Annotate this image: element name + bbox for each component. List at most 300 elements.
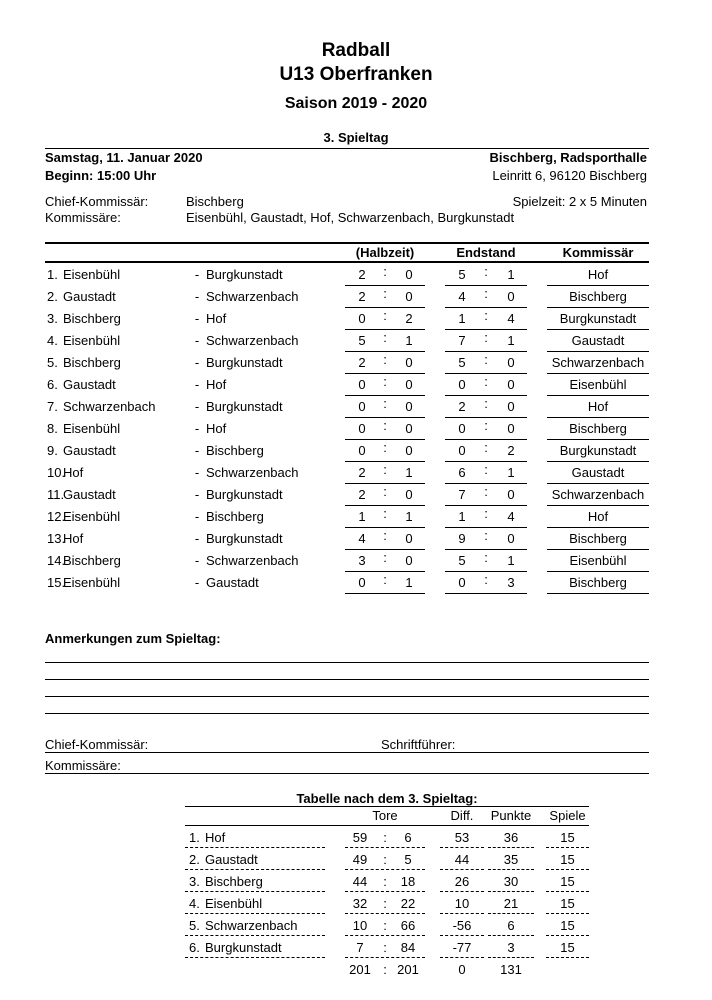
standing-goals-against: 18	[400, 874, 416, 889]
matchday-title: 3. Spieltag	[323, 130, 389, 145]
away-team: Schwarzenbach	[206, 333, 299, 348]
signature-line	[45, 773, 649, 774]
standing-games: 15	[560, 896, 575, 911]
final-colon: :	[484, 506, 488, 521]
halftime-away: 0	[405, 267, 413, 282]
home-team: Hof	[63, 465, 84, 480]
final-colon: :	[484, 550, 488, 565]
vs-separator: -	[194, 553, 200, 568]
vs-separator: -	[194, 311, 200, 326]
standing-goals-for: 49	[352, 852, 368, 867]
final-home: 0	[458, 443, 466, 458]
halftime-away: 0	[405, 421, 413, 436]
league-title: U13 Oberfranken	[279, 64, 433, 85]
away-team: Burgkunstadt	[206, 355, 283, 370]
standing-underline	[345, 935, 425, 936]
chief-commissioner-label: Chief-Kommissär:	[45, 194, 149, 209]
standing-goals-for: 10	[352, 918, 368, 933]
event-date: Samstag, 11. Januar 2020	[45, 150, 203, 165]
home-team: Gaustadt	[63, 289, 116, 304]
final-colon: :	[484, 374, 488, 389]
standing-underline	[488, 891, 534, 892]
away-team: Hof	[206, 311, 227, 326]
home-team: Eisenbühl	[63, 267, 121, 282]
final-away: 0	[507, 355, 515, 370]
final-colon: :	[484, 352, 488, 367]
standing-underline	[345, 913, 425, 914]
standing-underline	[546, 913, 589, 914]
standing-underline	[546, 935, 589, 936]
standing-rank: 3.	[189, 874, 200, 889]
final-colon: :	[484, 396, 488, 411]
standing-underline	[345, 891, 425, 892]
game-number: 10.	[47, 465, 66, 480]
halftime-home: 0	[358, 399, 366, 414]
vs-separator: -	[194, 333, 200, 348]
final-colon: :	[484, 484, 488, 499]
row-underline	[547, 285, 649, 286]
standing-underline	[488, 869, 534, 870]
remarks-line	[45, 679, 649, 680]
vs-separator: -	[194, 465, 200, 480]
final-home: 5	[458, 355, 466, 370]
game-number: 5.	[47, 355, 58, 370]
vs-separator: -	[194, 421, 200, 436]
vs-separator: -	[194, 399, 200, 414]
halftime-away: 0	[405, 355, 413, 370]
standing-underline	[488, 957, 534, 958]
final-home: 2	[458, 399, 466, 414]
standing-goals-against: 6	[404, 830, 412, 845]
standing-diff: 10	[454, 896, 470, 911]
standing-underline	[345, 869, 425, 870]
away-team: Schwarzenbach	[206, 465, 299, 480]
home-team: Bischberg	[63, 311, 121, 326]
game-number: 13.	[47, 531, 66, 546]
row-underline	[547, 527, 649, 528]
home-team: Hof	[63, 531, 84, 546]
event-venue: Bischberg, Radsporthalle	[489, 150, 647, 165]
away-team: Hof	[206, 421, 227, 436]
standing-underline	[185, 957, 325, 958]
game-number: 12.	[47, 509, 66, 524]
final-away: 3	[507, 575, 515, 590]
halftime-colon: :	[383, 264, 387, 279]
standing-diff: 44	[454, 852, 470, 867]
final-away: 0	[507, 531, 515, 546]
game-number: 3.	[47, 311, 58, 326]
commissioner: Gaustadt	[571, 333, 625, 348]
season-title: Saison 2019 - 2020	[284, 95, 428, 112]
standing-games: 15	[560, 874, 575, 889]
standing-underline	[546, 891, 589, 892]
standing-underline	[185, 847, 325, 848]
vs-separator: -	[194, 575, 200, 590]
halftime-colon: :	[383, 528, 387, 543]
standing-underline	[488, 847, 534, 848]
halftime-away: 0	[405, 487, 413, 502]
halftime-away: 1	[405, 333, 413, 348]
row-underline	[547, 395, 649, 396]
row-underline	[445, 593, 527, 594]
standing-points: 30	[503, 874, 519, 889]
standing-rank: 4.	[189, 896, 200, 911]
final-home: 7	[458, 487, 466, 502]
home-team: Gaustadt	[63, 377, 116, 392]
standing-rank: 2.	[189, 852, 200, 867]
halftime-away: 0	[405, 531, 413, 546]
final-home: 0	[458, 575, 466, 590]
commissioner: Bischberg	[569, 421, 627, 436]
final-home: 0	[458, 377, 466, 392]
halftime-home: 2	[358, 267, 366, 282]
final-home: 5	[458, 553, 466, 568]
halftime-colon: :	[383, 506, 387, 521]
commissioner: Bischberg	[569, 575, 627, 590]
commissioner: Burgkunstadt	[559, 311, 637, 326]
halftime-colon: :	[383, 286, 387, 301]
game-number: 6.	[47, 377, 58, 392]
halftime-away: 1	[405, 465, 413, 480]
event-start: Beginn: 15:00 Uhr	[45, 168, 157, 183]
halftime-colon: :	[383, 550, 387, 565]
final-colon: :	[484, 418, 488, 433]
standing-team: Eisenbühl	[205, 896, 263, 911]
away-team: Burgkunstadt	[206, 399, 283, 414]
halftime-away: 2	[405, 311, 413, 326]
standing-underline	[185, 891, 325, 892]
standing-points: 21	[503, 896, 519, 911]
halftime-home: 0	[358, 377, 366, 392]
home-team: Gaustadt	[63, 443, 116, 458]
standing-underline	[440, 935, 484, 936]
vs-separator: -	[194, 487, 200, 502]
vs-separator: -	[194, 443, 200, 458]
final-home: 7	[458, 333, 466, 348]
final-away: 1	[507, 333, 515, 348]
standing-underline	[440, 869, 484, 870]
final-colon: :	[484, 264, 488, 279]
standings-header-rule	[185, 825, 589, 826]
row-underline	[547, 417, 649, 418]
game-number: 9.	[47, 443, 58, 458]
halftime-colon: :	[383, 418, 387, 433]
final-away: 0	[507, 289, 515, 304]
home-team: Bischberg	[63, 553, 121, 568]
standing-underline	[185, 869, 325, 870]
final-colon: :	[484, 440, 488, 455]
standing-goals-for: 59	[352, 830, 368, 845]
commissioner: Hof	[587, 509, 609, 524]
standing-points: 3	[507, 940, 515, 955]
away-team: Hof	[206, 377, 227, 392]
standing-goals-colon: :	[383, 896, 387, 911]
standing-team: Burgkunstadt	[205, 940, 282, 955]
signature-scribe-label: Schriftführer:	[381, 737, 456, 752]
final-home: 1	[458, 311, 466, 326]
away-team: Gaustadt	[206, 575, 259, 590]
standing-goals-colon: :	[383, 940, 387, 955]
final-colon: :	[484, 330, 488, 345]
standing-team: Bischberg	[205, 874, 263, 889]
commissioner: Schwarzenbach	[551, 487, 645, 502]
final-colon: :	[484, 528, 488, 543]
vs-separator: -	[194, 377, 200, 392]
away-team: Bischberg	[206, 443, 264, 458]
col-halftime: (Halbzeit)	[355, 245, 415, 260]
standing-team: Schwarzenbach	[205, 918, 298, 933]
standing-underline	[185, 935, 325, 936]
vs-separator: -	[194, 531, 200, 546]
halftime-home: 2	[358, 355, 366, 370]
halftime-colon: :	[383, 352, 387, 367]
playtime: Spielzeit: 2 x 5 Minuten	[512, 194, 647, 209]
commissioner: Burgkunstadt	[559, 443, 637, 458]
final-away: 0	[507, 421, 515, 436]
standing-goals-colon: :	[383, 918, 387, 933]
games-table-header-rule	[45, 261, 649, 263]
standings-col-diff: Diff.	[450, 808, 474, 823]
standing-rank: 5.	[189, 918, 200, 933]
total-goals-for: 201	[349, 962, 371, 977]
standing-goals-colon: :	[383, 830, 387, 845]
commissioner: Schwarzenbach	[551, 355, 645, 370]
away-team: Schwarzenbach	[206, 289, 299, 304]
standings-top-rule	[185, 806, 589, 807]
total-colon: :	[383, 962, 387, 977]
standing-team: Hof	[205, 830, 226, 845]
standing-points: 6	[507, 918, 515, 933]
standing-points: 36	[503, 830, 519, 845]
row-underline	[547, 593, 649, 594]
halftime-away: 0	[405, 399, 413, 414]
final-home: 6	[458, 465, 466, 480]
standing-underline	[440, 847, 484, 848]
halftime-home: 0	[358, 311, 366, 326]
commissioner: Eisenbühl	[569, 377, 627, 392]
standing-goals-for: 7	[356, 940, 364, 955]
game-number: 7.	[47, 399, 58, 414]
commissioner: Hof	[587, 399, 609, 414]
final-home: 5	[458, 267, 466, 282]
row-underline	[547, 329, 649, 330]
final-away: 4	[507, 509, 515, 524]
vs-separator: -	[194, 289, 200, 304]
game-number: 2.	[47, 289, 58, 304]
commissioner: Bischberg	[569, 531, 627, 546]
halftime-colon: :	[383, 440, 387, 455]
standing-goals-against: 84	[400, 940, 416, 955]
halftime-home: 0	[358, 421, 366, 436]
final-away: 1	[507, 553, 515, 568]
halftime-colon: :	[383, 374, 387, 389]
standing-diff: 53	[454, 830, 470, 845]
standing-games: 15	[560, 830, 575, 845]
standings-col-goals: Tore	[372, 808, 398, 823]
row-underline	[547, 571, 649, 572]
final-home: 0	[458, 421, 466, 436]
halftime-away: 0	[405, 443, 413, 458]
standing-underline	[345, 847, 425, 848]
standing-goals-against: 5	[404, 852, 412, 867]
halftime-home: 0	[358, 575, 366, 590]
vs-separator: -	[194, 267, 200, 282]
game-number: 1.	[47, 267, 58, 282]
final-away: 4	[507, 311, 515, 326]
document-title: Radball	[321, 40, 391, 61]
halftime-home: 2	[358, 487, 366, 502]
games-table-top-rule	[45, 242, 649, 244]
standing-underline	[488, 913, 534, 914]
signature-chief-label: Chief-Kommissär:	[45, 737, 149, 752]
final-away: 0	[507, 399, 515, 414]
final-colon: :	[484, 572, 488, 587]
commissioner: Eisenbühl	[569, 553, 627, 568]
game-number: 15.	[47, 575, 66, 590]
home-team: Eisenbühl	[63, 509, 121, 524]
commissioners-value: Eisenbühl, Gaustadt, Hof, Schwarzenbach, Burgkunstadt	[186, 210, 515, 225]
remarks-line	[45, 713, 649, 714]
vs-separator: -	[194, 509, 200, 524]
header-divider	[45, 148, 649, 149]
standings-col-games: Spiele	[549, 808, 586, 823]
signature-commissioners-label: Kommissäre:	[45, 758, 121, 773]
home-team: Schwarzenbach	[63, 399, 156, 414]
remarks-label: Anmerkungen zum Spieltag:	[45, 631, 221, 646]
halftime-home: 5	[358, 333, 366, 348]
commissioner: Bischberg	[569, 289, 627, 304]
standing-goals-colon: :	[383, 852, 387, 867]
final-away: 0	[507, 377, 515, 392]
row-underline	[547, 549, 649, 550]
remarks-line	[45, 662, 649, 663]
row-underline	[345, 593, 425, 594]
standing-underline	[185, 913, 325, 914]
standing-diff: 26	[454, 874, 470, 889]
col-commissioner: Kommissär	[562, 245, 634, 260]
halftime-away: 0	[405, 289, 413, 304]
halftime-away: 1	[405, 509, 413, 524]
row-underline	[547, 461, 649, 462]
home-team: Eisenbühl	[63, 575, 121, 590]
halftime-home: 2	[358, 465, 366, 480]
halftime-colon: :	[383, 396, 387, 411]
halftime-home: 0	[358, 443, 366, 458]
col-final: Endstand	[456, 245, 516, 260]
standing-underline	[440, 957, 484, 958]
home-team: Eisenbühl	[63, 333, 121, 348]
halftime-colon: :	[383, 462, 387, 477]
final-colon: :	[484, 462, 488, 477]
remarks-line	[45, 696, 649, 697]
final-home: 9	[458, 531, 466, 546]
standing-underline	[440, 891, 484, 892]
halftime-colon: :	[383, 330, 387, 345]
away-team: Burgkunstadt	[206, 531, 283, 546]
standing-points: 35	[503, 852, 519, 867]
commissioner: Gaustadt	[571, 465, 625, 480]
halftime-away: 1	[405, 575, 413, 590]
away-team: Schwarzenbach	[206, 553, 299, 568]
halftime-away: 0	[405, 377, 413, 392]
game-number: 4.	[47, 333, 58, 348]
halftime-home: 3	[358, 553, 366, 568]
standings-col-points: Punkte	[490, 808, 532, 823]
standing-rank: 1.	[189, 830, 200, 845]
event-address: Leinritt 6, 96120 Bischberg	[492, 168, 647, 183]
home-team: Gaustadt	[63, 487, 116, 502]
away-team: Burgkunstadt	[206, 267, 283, 282]
standing-diff: -77	[452, 940, 472, 955]
standing-goals-for: 32	[352, 896, 368, 911]
away-team: Bischberg	[206, 509, 264, 524]
halftime-colon: :	[383, 572, 387, 587]
row-underline	[547, 373, 649, 374]
signature-line	[45, 752, 649, 753]
standing-underline	[440, 913, 484, 914]
standing-goals-for: 44	[352, 874, 368, 889]
final-home: 1	[458, 509, 466, 524]
standing-team: Gaustadt	[205, 852, 258, 867]
standing-underline	[345, 957, 425, 958]
standing-diff: -56	[452, 918, 472, 933]
standing-games: 15	[560, 918, 575, 933]
standing-underline	[488, 935, 534, 936]
final-away: 2	[507, 443, 515, 458]
standing-goals-against: 66	[400, 918, 416, 933]
total-goals-against: 201	[397, 962, 419, 977]
home-team: Eisenbühl	[63, 421, 121, 436]
halftime-home: 4	[358, 531, 366, 546]
standing-rank: 6.	[189, 940, 200, 955]
standing-goals-against: 22	[400, 896, 416, 911]
away-team: Burgkunstadt	[206, 487, 283, 502]
standing-goals-colon: :	[383, 874, 387, 889]
row-underline	[547, 439, 649, 440]
row-underline	[547, 351, 649, 352]
game-number: 11.	[47, 487, 65, 502]
halftime-home: 2	[358, 289, 366, 304]
final-colon: :	[484, 308, 488, 323]
final-home: 4	[458, 289, 466, 304]
chief-commissioner-value: Bischberg	[186, 194, 244, 209]
halftime-away: 0	[405, 553, 413, 568]
standing-underline	[546, 847, 589, 848]
standing-games: 15	[560, 940, 575, 955]
game-number: 8.	[47, 421, 58, 436]
halftime-colon: :	[383, 484, 387, 499]
standing-games: 15	[560, 852, 575, 867]
row-underline	[547, 483, 649, 484]
standings-title: Tabelle nach dem 3. Spieltag:	[296, 791, 478, 806]
final-away: 1	[507, 465, 515, 480]
final-away: 0	[507, 487, 515, 502]
total-diff: 0	[458, 962, 466, 977]
row-underline	[547, 505, 649, 506]
commissioners-label: Kommissäre:	[45, 210, 121, 225]
vs-separator: -	[194, 355, 200, 370]
halftime-colon: :	[383, 308, 387, 323]
standing-underline	[546, 957, 589, 958]
halftime-home: 1	[358, 509, 366, 524]
home-team: Bischberg	[63, 355, 121, 370]
game-number: 14.	[47, 553, 66, 568]
final-colon: :	[484, 286, 488, 301]
final-away: 1	[507, 267, 515, 282]
standing-underline	[546, 869, 589, 870]
total-points: 131	[500, 962, 522, 977]
row-underline	[547, 307, 649, 308]
